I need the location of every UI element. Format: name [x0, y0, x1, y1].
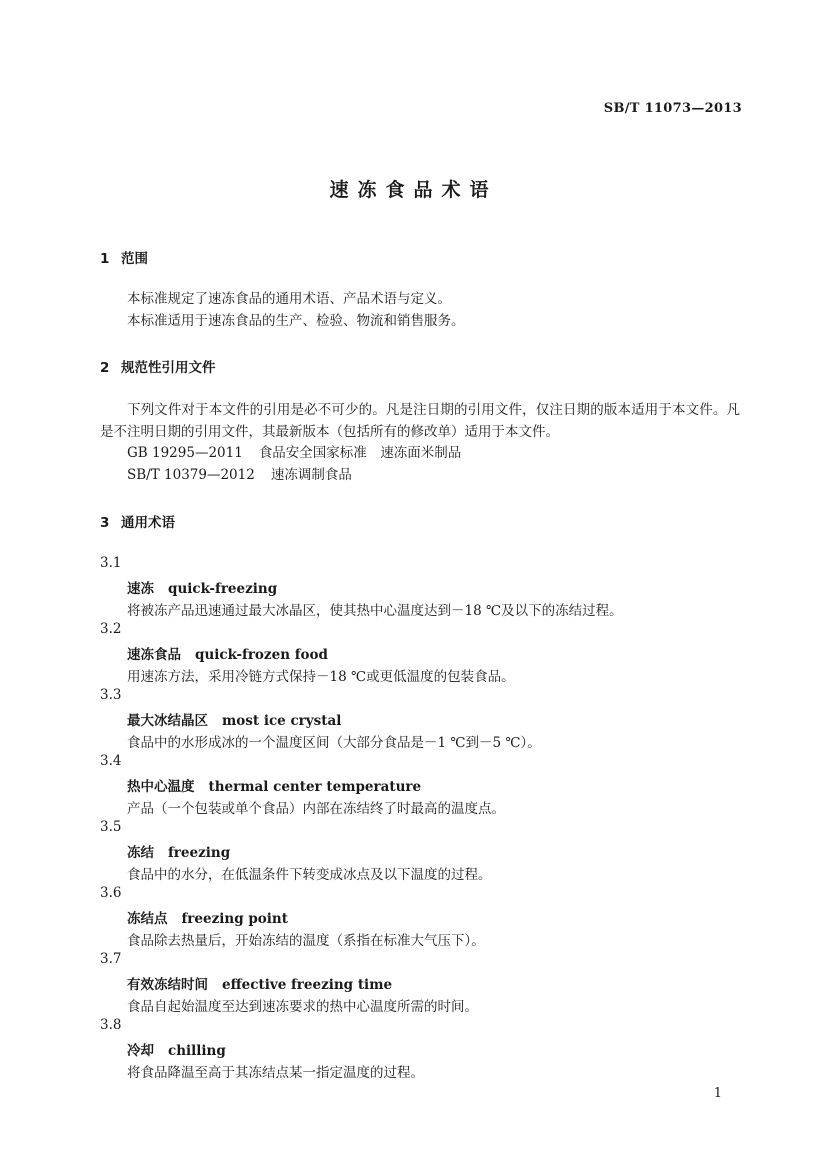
section-3-heading	[100, 511, 175, 531]
term-en: quick-freezing	[168, 581, 278, 597]
term-en: freezing point	[181, 911, 288, 927]
term-zh: 热中心温度	[127, 779, 195, 795]
term-en: effective freezing time	[222, 977, 393, 993]
normative-references-paragraph: 下列文件对于本文件的引用是必不可少的。凡是注日期的引用文件，仅注日期的版本适用于本文件。凡是不注明日期的引用文件，其最新版本（包括所有的修改单）适用于本文件。	[100, 402, 740, 440]
reference-item	[127, 465, 352, 486]
section-1-heading	[100, 247, 148, 267]
term-zh: 冷却	[127, 1043, 154, 1059]
reference-name: 速冻调制食品	[270, 467, 352, 483]
term-zh: 有效冻结时间	[127, 977, 208, 993]
term-number: 3.4	[100, 753, 122, 769]
term-heading	[127, 973, 392, 993]
term-heading	[127, 775, 421, 795]
term-heading	[127, 907, 288, 927]
reference-code: GB 19295—2011	[127, 445, 243, 461]
term-en: most ice crystal	[222, 713, 342, 729]
scope-line-2: 本标准适用于速冻食品的生产、检验、物流和销售服务。	[127, 313, 465, 329]
term-en: freezing	[168, 845, 231, 861]
section-number: 2	[100, 360, 110, 376]
term-heading	[127, 841, 230, 861]
term-definition: 食品除去热量后，开始冻结的温度（系指在标准大气压下）。	[127, 933, 485, 949]
section-title: 规范性引用文件	[121, 360, 216, 376]
term-number: 3.3	[100, 687, 122, 703]
term-number: 3.6	[100, 885, 122, 901]
term-heading	[127, 577, 277, 597]
term-number: 3.8	[100, 1017, 122, 1033]
reference-code: SB/T 10379—2012	[127, 467, 255, 483]
term-zh: 速冻食品	[127, 647, 181, 663]
term-definition: 用速冻方法，采用冷链方式保持－18 ℃或更低温度的包装食品。	[127, 669, 515, 685]
reference-name: 食品安全国家标准 速冻面米制品	[258, 445, 462, 461]
term-en: thermal center temperature	[208, 779, 422, 795]
reference-item	[127, 443, 461, 464]
term-definition: 将食品降温至高于其冻结点某一指定温度的过程。	[127, 1065, 424, 1081]
term-zh: 速冻	[127, 581, 154, 597]
term-heading	[127, 1039, 226, 1059]
term-definition: 将被冻产品迅速通过最大冰晶区，使其热中心温度达到－18 ℃及以下的冻结过程。	[127, 603, 623, 619]
term-en: quick-frozen food	[195, 647, 328, 663]
term-en: chilling	[168, 1043, 226, 1059]
section-number: 1	[100, 251, 110, 267]
term-definition: 食品中的水分，在低温条件下转变成冰点及以下温度的过程。	[127, 867, 492, 883]
term-number: 3.5	[100, 819, 122, 835]
term-zh: 冻结点	[127, 911, 168, 927]
term-definition: 食品自起始温度至达到速冻要求的热中心温度所需的时间。	[127, 999, 478, 1015]
page-number: 1	[713, 1086, 722, 1101]
section-title: 范围	[121, 251, 148, 267]
term-definition: 食品中的水形成冰的一个温度区间（大部分食品是－1 ℃到－5 ℃）。	[127, 735, 541, 751]
section-title: 通用术语	[121, 515, 175, 531]
section-number: 3	[100, 515, 110, 531]
term-zh: 最大冰结晶区	[127, 713, 208, 729]
standard-number: SB/T 11073—2013	[603, 101, 742, 116]
scope-line-1: 本标准规定了速冻食品的通用术语、产品术语与定义。	[127, 291, 451, 307]
term-number: 3.7	[100, 951, 122, 967]
document-title: 速冻食品术语	[329, 179, 498, 201]
term-definition: 产品（一个包装或单个食品）内部在冻结终了时最高的温度点。	[127, 801, 505, 817]
term-zh: 冻结	[127, 845, 154, 861]
term-number: 3.2	[100, 621, 122, 637]
term-number: 3.1	[100, 555, 122, 571]
section-2-heading	[100, 356, 216, 376]
term-heading	[127, 643, 328, 663]
term-heading	[127, 709, 341, 729]
